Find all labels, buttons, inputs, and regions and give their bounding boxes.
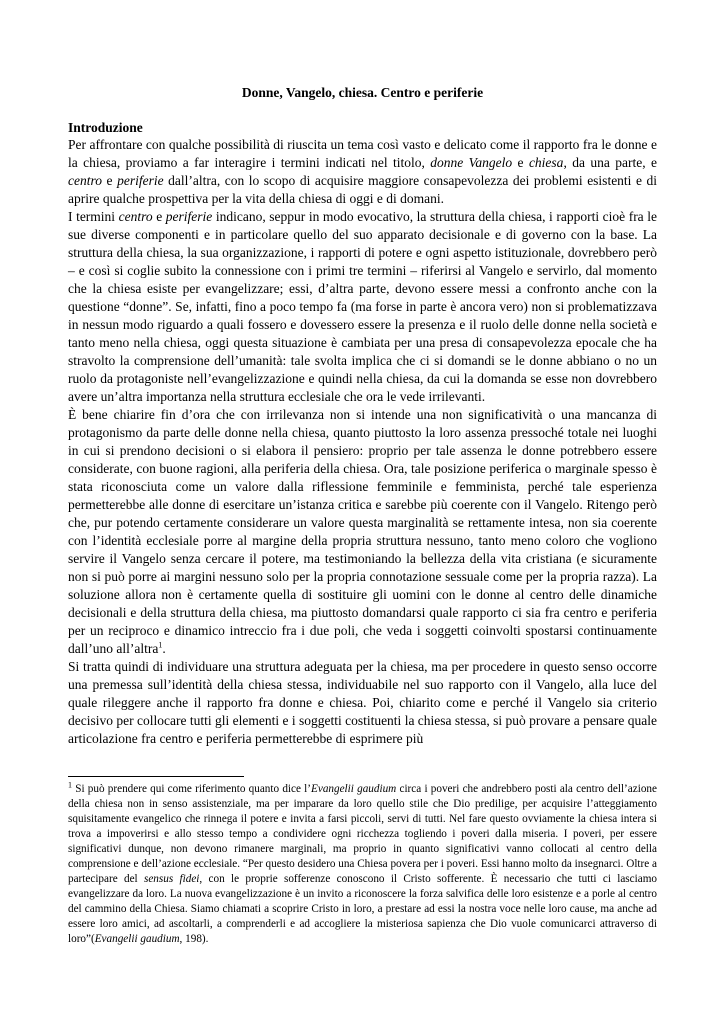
document-body — [68, 84, 657, 748]
italic-term: periferie — [117, 173, 164, 188]
italic-term: Evangelii gaudium — [94, 933, 180, 945]
paragraph-3 — [68, 406, 657, 658]
text-run: . — [162, 641, 166, 656]
italic-term: sensus fidei — [143, 873, 200, 885]
footnote-mark: 1 — [68, 780, 72, 790]
text-run: Per affrontare con qualche possibilità di riuscita un tema così vasto e delicato come il rapporto fra le donne e la chiesa, proviamo a far interagire i termini indicati nel titolo, — [68, 137, 657, 170]
text-run: Si può prendere qui come riferimento quanto dice l’ — [72, 783, 312, 795]
italic-term: periferie — [165, 209, 213, 224]
italic-term: donne Vangelo — [430, 155, 513, 170]
paragraph-1 — [68, 136, 657, 208]
italic-term: centro — [118, 209, 153, 224]
text-run: I termini — [68, 209, 119, 224]
paragraph-2 — [68, 208, 657, 406]
italic-term: Evangelii gaudium — [311, 783, 397, 795]
text-run: , con le proprie sofferenze conoscono il Cristo sofferente. È necessario che tutti ci lasciamo evangelizzare da loro. La nuova evangelizzazione è un invito a riconoscere la forza salvifica delle loro esistenze e a porle al centro del cammino della Chiesa. Siamo chiamati a scoprire Cristo in loro, a prestare ad essi la nostra voce nelle loro cause, ma anche ad essere loro amici, ad ascoltarli, a comprenderli e ad accogliere la misteriosa sapienza che Dio vuole comunicarci attraverso di loro”( — [68, 873, 657, 945]
section-heading: Introduzione — [68, 120, 143, 135]
text-run: indicano, seppur in modo evocativo, la struttura della chiesa, i rapporti cioè fra le sue diverse componenti e in particolare quello del suo apparato decisionale e di governo con la base. La struttura della chiesa, la sua organizzazione, i rapporti di potere e ogni aspetto istituzionale, dovrebbero però – e così si coglie subito la connessione con i primi tre termini – riferirsi al Vangelo e servirlo, dal momento che la chiesa esiste per evangelizzare; essi, d’altra parte, devono essere messi a confronto anche con la questione “donne”. Se, infatti, fino a poco tempo fa (ma forse in parte è ancora vero) non si problematizzava in nessun modo riguardo a quali fossero e dovessero essere la presenza e il ruolo delle donne nella società e tanto meno nella chiesa, oggi questa situazione è cambiata per una presa di consapevolezza epocale che ha stravolto la comprensione dell’umanità: tale svolta implica che ci si domandi se le donne abbiano o no un ruolo da protagoniste nell’evangelizzazione e quindi nella chiesa, da cui la domanda se esse non dovrebbero avere un’altra importanza nella struttura ecclesiale che ora le vede irrilevanti. — [68, 209, 657, 404]
italic-term: chiesa — [528, 155, 564, 170]
text-run: e — [152, 209, 166, 224]
text-run: , 198). — [179, 933, 209, 945]
text-run: e — [102, 173, 118, 188]
document-title: Donne, Vangelo, chiesa. Centro e periferie — [241, 85, 484, 100]
footnote-reference[interactable]: 1 — [158, 640, 163, 650]
text-run: dall’altra, con lo scopo di acquisire maggiore consapevolezza dei problemi esistenti e di aprire qualche prospettiva per la vita della chiesa di oggi e di domani. — [68, 173, 657, 206]
text-run: , da una parte, e — [563, 155, 657, 170]
text-run: circa i poveri che andrebbero posti ala centro dell’azione della chiesa non in senso assistenziale, ma per imparare da loro quello stile che Dio predilige, per acquisire l’atteggiamento squisitamente evangelico che rinnega il potere e invita a farsi piccoli, servi di tutti. Nel fare questo ovviamente la chiesa intera si trova a impoverirsi e allo stesso tempo a condividere ogni ricchezza togliendo i poveri dalla miseria. I poveri, per essere significativi dunque, non devono rimanere marginali, ma proprio in quanto significativi vanno collocati al centro della comprensione e dell’azione ecclesiale. “Per questo desidero una Chiesa povera per i poveri. Essi hanno molto da insegnarci. Oltre a partecipare del — [68, 783, 657, 885]
footnote — [68, 782, 657, 947]
italic-term: centro — [68, 173, 102, 188]
footnote-separator — [68, 776, 244, 777]
paragraph-4 — [68, 658, 657, 748]
text-run: e — [512, 155, 529, 170]
text-run: Si tratta quindi di individuare una struttura adeguata per la chiesa, ma per procedere in questo senso occorre una premessa sull’identità della chiesa stessa, individuabile nel suo rapporto con il Vangelo, alla luce del quale rileggere anche il rapporto fra donne e chiesa. Poi, chiarito come e perché il Vangelo sia criterio decisivo per collocare tutti gli elementi e i soggetti costituenti la chiesa stessa, si può provare a pensare quale articolazione fra centro e periferia permetterebbe di esprimere più — [68, 659, 657, 746]
text-run: È bene chiarire fin d’ora che con irrilevanza non si intende una non significatività o una mancanza di protagonismo da parte delle donne nella chiesa, quanto piuttosto la loro assenza pressoché totale nei luoghi in cui si prendono decisioni o si elabora il pensiero: proprio per tale assenza le donne potrebbero essere considerate, con buone ragioni, alla periferia della chiesa. Ora, tale posizione periferica o marginale spesso è stata riconosciuta come un valore dalla riflessione femminile e femminista, perché tale esperienza permetterebbe alle donne di esercitare un’istanza critica e sarebbe più coerente con il Vangelo. Ritengo però che, pur potendo certamente considerare un valore questa marginalità se rettamente intesa, non sia coerente con l’identità ecclesiale porre al margine della propria struttura nessuno, tanto meno coloro che vogliono servire il Vangelo senza cercare il potere, ma testimoniando la bellezza della vita cristiana (e sicuramente non si può porre ai margini nessuno solo per la propria connotazione sessuale come per la propria razza). La soluzione allora non è certamente quella di sostituire gli uomini con le donne al centro delle dinamiche decisionali e della struttura della chiesa, ma piuttosto domandarsi quale rapporto ci sia fra centro e periferia per un reciproco e dinamico intreccio fra i due poli, che veda i soggetti coinvolti spostarsi continuamente dall’uno all’altra — [68, 407, 657, 656]
